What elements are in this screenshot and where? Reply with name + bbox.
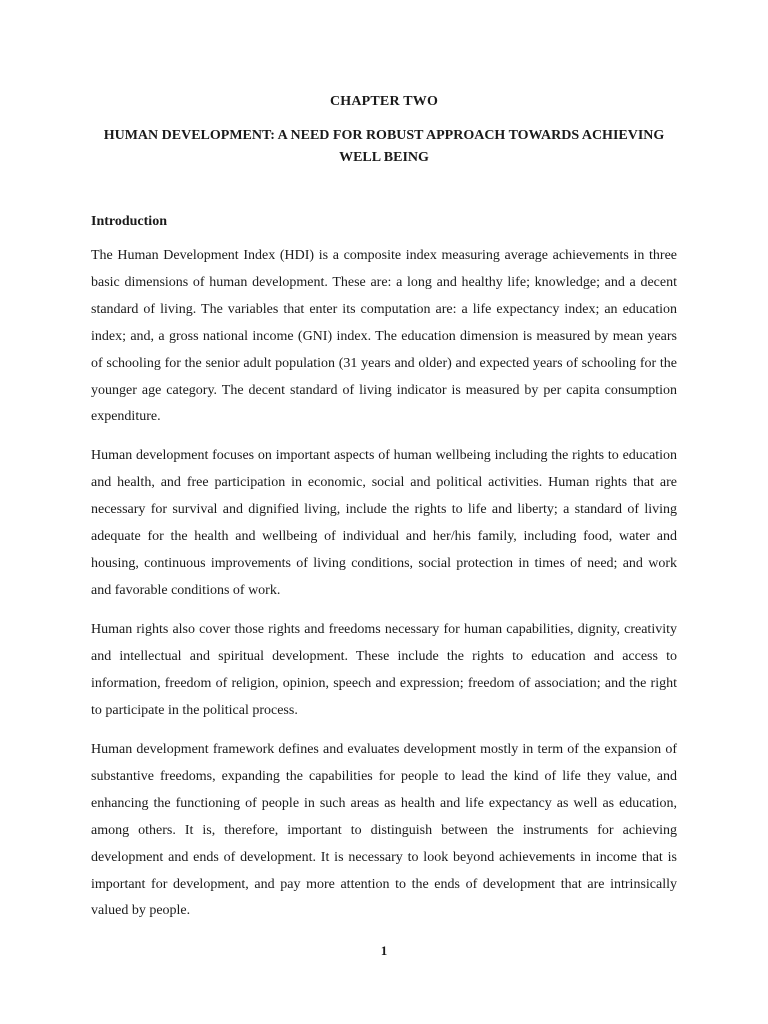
paragraph-hdi-definition: The Human Development Index (HDI) is a composite index measuring average achievements in three basic dimensions of human development. These are: a long and healthy life; knowledge; and a decent standard of living. The variables that enter its computation are: a life expectancy index; an education index; and, a gross national income (GNI) index. The education dimension is measured by mean years of schooling for the senior adult population (31 years and older) and expected years of schooling for the younger age category. The decent standard of living indicator is measured by per capita consumption expenditure. bbox=[91, 248, 677, 425]
section-heading: Introduction bbox=[91, 214, 167, 229]
chapter-label: CHAPTER TWO bbox=[329, 94, 439, 109]
chapter-title: HUMAN DEVELOPMENT: A NEED FOR ROBUST APPROACH TOWARDS ACHIEVING WELL BEING bbox=[103, 128, 665, 165]
page-number: 1 bbox=[380, 943, 388, 958]
paragraph-human-rights: Human rights also cover those rights and freedoms necessary for human capabilities, dignity, creativity and intellectual and spiritual development. These include the rights to education and access to information, freedom of religion, opinion, speech and expression; freedom of association; and the right to participate in the political process. bbox=[91, 622, 677, 718]
paragraph-human-wellbeing: Human development focuses on important aspects of human wellbeing including the rights to education and health, and free participation in economic, social and political activities. Human rights that are necessary for survival and dignified living, include the rights to life and liberty; a standard of living adequate for the health and wellbeing of individual and her/his family, including food, water and housing, continuous improvements of living conditions, social protection in times of need; and work and favorable conditions of work. bbox=[91, 448, 677, 598]
paragraph-development-framework: Human development framework defines and evaluates development mostly in term of the expansion of substantive freedoms, expanding the capabilities for people to lead the kind of life they value, and enhancing the functioning of people in such areas as health and life expectancy as well as education, among others. It is, therefore, important to distinguish between the instruments for achieving development and ends of development. It is necessary to look beyond achievements in income that is important for development, and pay more attention to the ends of development that are intrinsically valued by people. bbox=[91, 742, 677, 919]
